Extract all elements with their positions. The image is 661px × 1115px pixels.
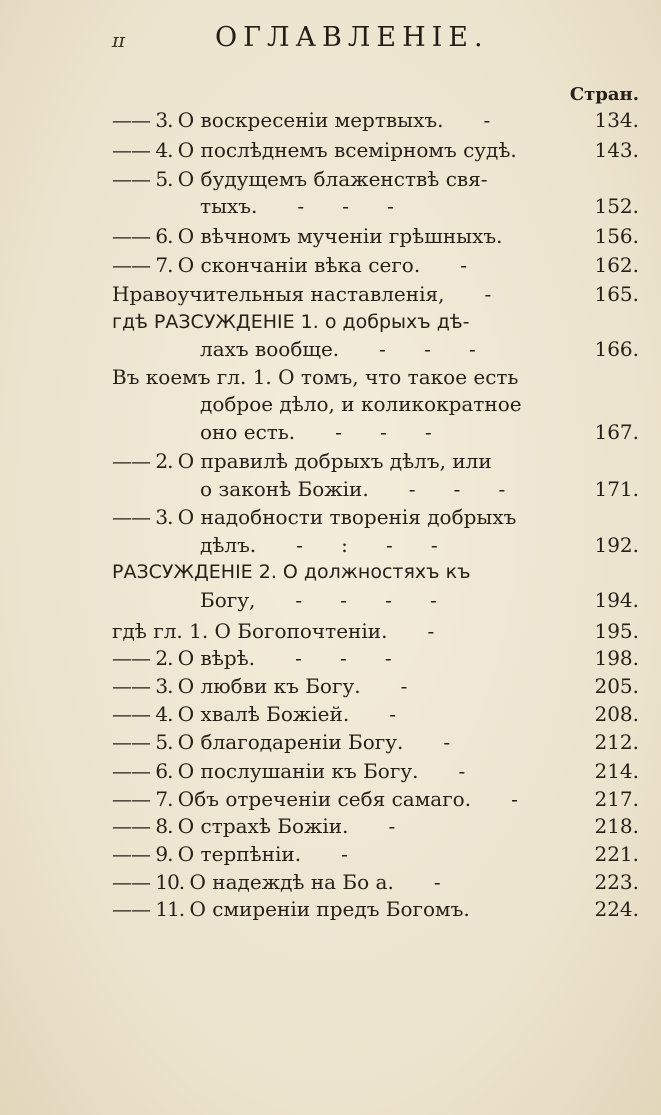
toc-line-text: о законѣ Божіи. xyxy=(200,477,369,501)
toc-line-leader: - xyxy=(458,759,466,783)
toc-line xyxy=(112,811,395,841)
toc-line-leader: - xyxy=(341,842,348,866)
toc-line-prefix: —— 3. xyxy=(112,505,178,529)
toc-line xyxy=(112,164,488,194)
toc-line-leader: - - - xyxy=(335,420,432,444)
toc-line xyxy=(112,105,490,135)
column-header-pages: Стран. xyxy=(569,84,639,105)
toc-line-text: гдѣ РАЗСУЖДЕНІЕ 1. о добрыхъ дѣ- xyxy=(112,311,470,333)
toc-line-leader: - xyxy=(389,702,396,726)
toc-line xyxy=(112,221,502,251)
toc-line-page: 223. xyxy=(594,870,639,894)
toc-line-text: О правилѣ добрыхъ дѣлъ, или xyxy=(177,449,492,473)
toc-line-page: 152. xyxy=(594,194,639,218)
toc-line xyxy=(112,556,471,586)
toc-line-leader: - xyxy=(400,674,408,698)
toc-line-text: О хвалѣ Божіей. xyxy=(177,702,350,726)
toc-line-prefix: —— 7. xyxy=(112,253,178,277)
toc-line-leader: - - - - xyxy=(295,588,437,612)
toc-line xyxy=(112,671,407,701)
toc-line-page: 212. xyxy=(594,730,639,754)
toc-line-page: 208. xyxy=(594,702,639,726)
toc-line-page: 156. xyxy=(594,224,639,248)
toc-line-text: О вѣчномъ мученіи грѣшныхъ. xyxy=(177,224,503,248)
toc-line-text: О любви къ Богу. xyxy=(177,674,361,698)
toc-line-prefix: —— 6. xyxy=(112,759,178,783)
page-number: ɪɪ xyxy=(112,28,125,52)
toc-line xyxy=(200,191,394,221)
toc-line-text: О будущемъ блаженствѣ свя- xyxy=(177,167,488,191)
toc-line xyxy=(112,839,348,869)
toc-line-prefix: —— 7. xyxy=(112,787,178,811)
toc-line-text: Въ коемъ гл. 1. О томъ, что такое есть xyxy=(112,365,519,389)
toc-line xyxy=(112,784,518,814)
toc-line-text: О вѣрѣ. xyxy=(177,646,256,670)
toc-line-prefix: —— 11. xyxy=(112,897,190,921)
toc-line-prefix: —— 5. xyxy=(112,167,178,191)
toc-line-prefix: —— 3. xyxy=(112,108,178,132)
toc-line-page: 217. xyxy=(594,787,639,811)
toc-line-leader: - : - - xyxy=(296,533,438,557)
toc-line-page: 205. xyxy=(594,674,639,698)
toc-line-text: Богу, xyxy=(200,588,256,612)
toc-line-text: гдѣ гл. 1. О Богопочтеніи. xyxy=(112,619,388,643)
toc-line-text: оно есть. xyxy=(200,420,296,444)
toc-line xyxy=(112,727,450,757)
toc-line-leader: - xyxy=(443,730,451,754)
toc-line xyxy=(200,334,476,364)
toc-line-text: О послѣднемъ всемірномъ судѣ. xyxy=(177,138,517,162)
toc-line-prefix: —— 3. xyxy=(112,674,178,698)
toc-line-prefix: —— 5. xyxy=(112,730,178,754)
toc-line-page: 134. xyxy=(594,108,639,132)
toc-line xyxy=(112,643,392,673)
toc-line xyxy=(112,446,492,476)
toc-line-prefix: —— 4. xyxy=(112,702,178,726)
toc-line-text: О благодареніи Богу. xyxy=(177,730,404,754)
page-title: ОГЛАВЛЕНІЕ. xyxy=(215,22,489,53)
toc-line xyxy=(112,279,491,309)
toc-line-page: 198. xyxy=(594,646,639,670)
toc-line-text: О страхѣ Божіи. xyxy=(177,814,349,838)
toc-line-prefix: —— 10. xyxy=(112,870,190,894)
toc-line-page: 167. xyxy=(594,420,639,444)
toc-line-page: 194. xyxy=(594,588,639,612)
toc-line xyxy=(200,474,505,504)
toc-line-prefix: —— 6. xyxy=(112,224,178,248)
toc-line-text: лахъ вообще. xyxy=(200,337,340,361)
toc-line xyxy=(112,362,518,392)
toc-line-text: О смиреніи предъ Богомъ. xyxy=(189,897,470,921)
toc-line-page: 165. xyxy=(594,282,639,306)
toc-line-text: О надеждѣ на Бо а. xyxy=(189,870,394,894)
toc-line-leader: - xyxy=(511,787,518,811)
toc-line xyxy=(112,135,517,165)
toc-line xyxy=(112,250,467,280)
toc-line-text: дѣлъ. xyxy=(200,533,257,557)
toc-line-text: тыхъ. xyxy=(200,194,258,218)
toc-line-leader: - xyxy=(388,814,396,838)
toc-line-prefix: —— 8. xyxy=(112,814,178,838)
toc-line-page: 162. xyxy=(594,253,639,277)
toc-line-prefix: —— 2. xyxy=(112,449,178,473)
toc-line xyxy=(112,502,516,532)
toc-line xyxy=(200,389,522,419)
toc-line-page: 143. xyxy=(594,138,639,162)
toc-line-text: РАЗСУЖДЕНІЕ 2. О должностяхъ къ xyxy=(112,561,471,583)
toc-line xyxy=(200,585,437,615)
toc-line-page: 171. xyxy=(594,477,639,501)
toc-line-leader: - xyxy=(460,253,467,277)
toc-line-text: О послушаніи къ Богу. xyxy=(177,759,419,783)
toc-line-page: 166. xyxy=(594,337,639,361)
toc-line-leader: - - - xyxy=(295,646,392,670)
toc-line-text: О воскресеніи мертвыхъ. xyxy=(177,108,444,132)
toc-line-leader: - - - xyxy=(297,194,394,218)
toc-line-leader: - xyxy=(483,108,491,132)
toc-line xyxy=(112,894,470,924)
toc-line-prefix: —— 9. xyxy=(112,842,178,866)
toc-line-leader: - xyxy=(484,282,492,306)
toc-line-page: 214. xyxy=(594,759,639,783)
toc-line xyxy=(200,417,432,447)
toc-line-text: О терпѣніи. xyxy=(177,842,302,866)
toc-line xyxy=(112,867,441,897)
toc-line-text: доброе дѣло, и коликократное xyxy=(200,392,522,416)
toc-line-leader: - - - xyxy=(379,337,476,361)
toc-line xyxy=(112,699,396,729)
toc-line-page: 221. xyxy=(594,842,639,866)
toc-line-page: 218. xyxy=(594,814,639,838)
toc-line-text: О скончаніи вѣка сего. xyxy=(177,253,421,277)
toc-line xyxy=(112,616,434,646)
toc-line-text: Нравоучительныя наставленія, xyxy=(112,282,445,306)
toc-line-page: 192. xyxy=(594,533,639,557)
toc-line-text: Объ отреченіи себя самаго. xyxy=(177,787,472,811)
toc-line-page: 224. xyxy=(594,897,639,921)
toc-line-page: 195. xyxy=(594,619,639,643)
toc-line xyxy=(112,756,465,786)
toc-line-leader: - xyxy=(433,870,441,894)
toc-line-text: О надобности творенія добрыхъ xyxy=(177,505,517,529)
toc-line-prefix: —— 2. xyxy=(112,646,178,670)
toc-line-leader: - - - xyxy=(408,477,506,501)
toc-line-leader: - xyxy=(427,619,435,643)
toc-line xyxy=(112,306,470,336)
toc-line-prefix: —— 4. xyxy=(112,138,178,162)
